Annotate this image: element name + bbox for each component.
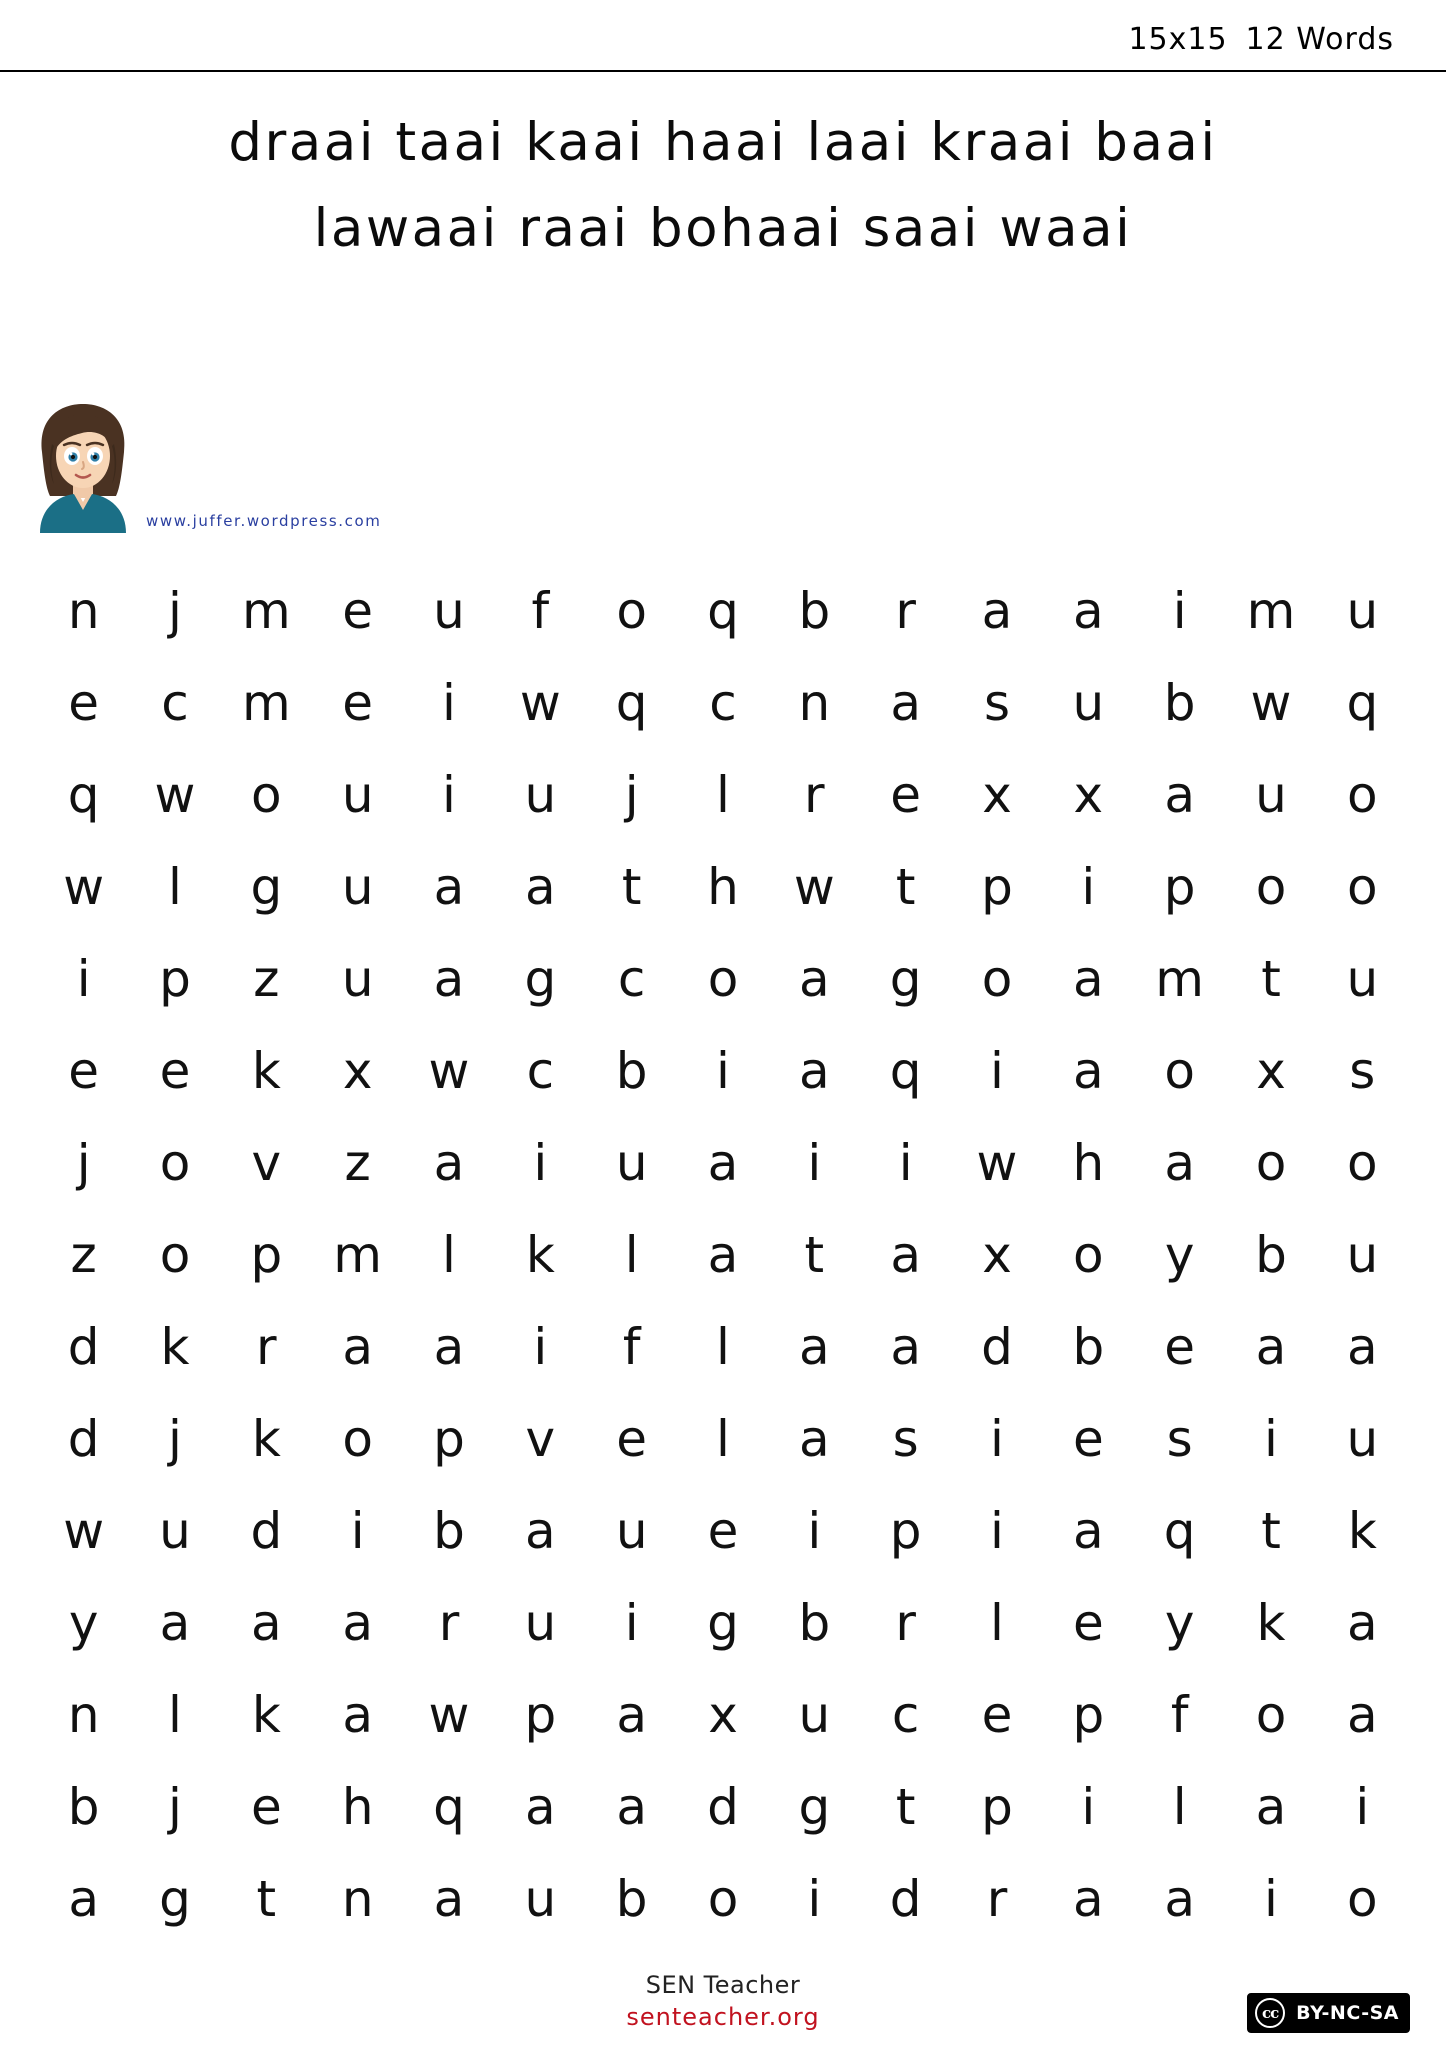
creative-commons-badge[interactable] [1247, 1993, 1410, 2033]
grid-cell[interactable]: a [68, 1870, 99, 1928]
grid-cell[interactable]: a [1073, 582, 1104, 640]
grid-cell[interactable]: e [68, 1042, 100, 1100]
grid-cell[interactable]: q [707, 582, 739, 640]
grid-cell[interactable]: z [70, 1226, 97, 1284]
grid-cell[interactable]: e [68, 674, 100, 732]
grid-cell[interactable]: p [889, 1502, 922, 1560]
grid-cell[interactable]: o [1255, 1134, 1287, 1192]
grid-cell[interactable]: b [67, 1778, 100, 1836]
grid-cell[interactable]: k [251, 1410, 281, 1468]
grid-cell[interactable]: p [524, 1686, 557, 1744]
grid-cell[interactable]: a [1347, 1594, 1378, 1652]
grid-cell[interactable]: j [168, 1778, 182, 1836]
grid-cell[interactable]: l [716, 1410, 730, 1468]
grid-cell[interactable]: e [342, 582, 374, 640]
grid-cell[interactable]: e [981, 1686, 1013, 1744]
grid-cell[interactable]: w [976, 1134, 1018, 1192]
grid-cell[interactable]: j [76, 1134, 91, 1192]
grid-cell[interactable]: a [159, 1594, 191, 1652]
grid-cell[interactable]: d [67, 1410, 100, 1468]
grid-cell[interactable]: e [1164, 1318, 1196, 1376]
grid-cell[interactable]: o [1347, 1870, 1378, 1928]
avatar [28, 400, 138, 533]
grid-cell[interactable]: b [615, 1870, 648, 1928]
grid-cell[interactable]: i [898, 1134, 913, 1192]
grid-cell[interactable]: h [1072, 1134, 1105, 1192]
word-list [60, 100, 1386, 272]
grid-cell[interactable]: u [1346, 950, 1379, 1008]
grid-cell[interactable]: l [168, 858, 182, 916]
grid-cell[interactable]: a [981, 582, 1013, 640]
grid-cell[interactable]: d [250, 1502, 283, 1560]
grid-cell[interactable]: e [1072, 1410, 1104, 1468]
grid-cell[interactable]: u [159, 1502, 191, 1560]
grid-cell[interactable]: n [67, 1686, 100, 1744]
grid-cell[interactable]: j [168, 1410, 182, 1468]
grid-cell[interactable]: u [341, 858, 374, 916]
grid-cell[interactable]: s [892, 1410, 919, 1468]
grid-cell[interactable]: c [709, 674, 737, 732]
grid-cell[interactable]: a [342, 1318, 373, 1376]
grid-cell[interactable]: b [433, 1502, 465, 1560]
cc-license-label: BY-NC-SA [1292, 1994, 1409, 2032]
grid-cell[interactable]: q [67, 766, 100, 824]
grid-cell[interactable]: q [1163, 1502, 1196, 1560]
grid-cell[interactable]: r [895, 1594, 916, 1652]
grid-cell[interactable]: i [442, 766, 456, 824]
grid-cell[interactable]: b [798, 1594, 831, 1652]
cc-circle-label: cc [1255, 1998, 1285, 2028]
cc-icon [1248, 1994, 1292, 2032]
grid-cell[interactable]: v [251, 1134, 282, 1192]
word-count-label: 12 Words [1245, 22, 1394, 57]
grid-cell[interactable]: t [804, 1226, 825, 1284]
grid-cell[interactable]: x [1073, 766, 1104, 824]
grid-cell[interactable]: a [1255, 1318, 1287, 1376]
grid-cell[interactable]: l [624, 1226, 639, 1284]
grid-cell[interactable]: o [707, 950, 739, 1008]
grid-cell[interactable]: u [524, 1870, 557, 1928]
grid-cell[interactable]: i [1081, 858, 1096, 916]
grid-cell[interactable]: u [524, 1594, 557, 1652]
grid-cell[interactable]: v [525, 1410, 556, 1468]
grid-cell[interactable]: c [526, 1042, 555, 1100]
grid-cell[interactable]: l [716, 1318, 730, 1376]
grid-cell[interactable]: i [990, 1042, 1004, 1100]
grid-cell[interactable]: a [433, 950, 465, 1008]
grid-cell[interactable]: o [981, 950, 1013, 1008]
grid-cell[interactable]: t [256, 1870, 277, 1928]
grid-cell[interactable]: i [716, 1042, 730, 1100]
grid-cell[interactable]: g [798, 1778, 831, 1836]
grid-cell[interactable]: z [253, 950, 280, 1008]
grid-cell[interactable]: s [983, 674, 1011, 732]
grid-cell[interactable]: i [1081, 1778, 1096, 1836]
grid-cell[interactable]: a [1073, 1042, 1104, 1100]
grid-cell[interactable]: w [154, 766, 196, 824]
grid-cell[interactable]: a [525, 1502, 556, 1560]
grid-cell[interactable]: a [890, 1226, 921, 1284]
grid-cell[interactable]: a [433, 1318, 465, 1376]
grid-cell[interactable]: c [891, 1686, 920, 1744]
grid-cell[interactable]: p [250, 1226, 283, 1284]
grid-cell[interactable]: f [1170, 1686, 1189, 1744]
grid-cell[interactable]: r [895, 582, 916, 640]
grid-cell[interactable]: a [799, 1318, 830, 1376]
header-meta [1128, 22, 1394, 57]
grid-cell[interactable]: a [799, 1410, 830, 1468]
grid-cell[interactable]: o [1347, 766, 1378, 824]
grid-cell[interactable]: k [251, 1042, 281, 1100]
grid-cell[interactable]: x [1256, 1042, 1286, 1100]
grid-cell[interactable]: p [981, 858, 1013, 916]
grid-cell[interactable]: q [433, 1778, 465, 1836]
grid-cell[interactable]: i [807, 1502, 822, 1560]
grid-cell[interactable]: r [256, 1318, 277, 1376]
grid-cell[interactable]: a [1255, 1778, 1287, 1836]
grid-cell[interactable]: s [1349, 1042, 1376, 1100]
grid-cell[interactable]: e [342, 674, 374, 732]
grid-cell[interactable]: i [350, 1502, 365, 1560]
grid-cell[interactable]: a [1164, 1134, 1195, 1192]
grid-cell[interactable]: q [1346, 674, 1379, 732]
grid-cell[interactable]: b [798, 582, 831, 640]
grid-cell[interactable]: i [442, 674, 456, 732]
word-search-grid[interactable] [38, 565, 1408, 1945]
grid-cell[interactable]: u [1346, 582, 1379, 640]
grid-cell[interactable]: w [793, 858, 835, 916]
grid-cell[interactable]: h [707, 858, 739, 916]
grid-cell[interactable]: a [1164, 1870, 1195, 1928]
grid-cell[interactable]: u [524, 766, 557, 824]
grid-cell[interactable]: i [1264, 1410, 1278, 1468]
grid-cell[interactable]: r [804, 766, 825, 824]
grid-cell[interactable]: n [798, 674, 831, 732]
grid-cell[interactable]: a [433, 858, 465, 916]
grid-cell[interactable]: z [344, 1134, 371, 1192]
grid-cell[interactable]: u [1072, 674, 1105, 732]
grid-cell[interactable]: u [615, 1134, 648, 1192]
grid-cell[interactable]: n [341, 1870, 374, 1928]
grid-cell[interactable]: a [616, 1778, 647, 1836]
grid-cell[interactable]: g [250, 858, 283, 916]
grid-cell[interactable]: m [241, 582, 291, 640]
grid-cell[interactable]: a [1073, 1502, 1104, 1560]
grid-cell[interactable]: e [890, 766, 922, 824]
grid-cell[interactable]: u [1346, 1226, 1379, 1284]
word-list-line-2: lawaai raai bohaai saai waai [313, 197, 1133, 259]
grid-cell[interactable]: t [621, 858, 642, 916]
grid-cell[interactable]: o [1164, 1042, 1195, 1100]
grid-cell[interactable]: i [990, 1410, 1004, 1468]
grid-cell[interactable]: d [889, 1870, 922, 1928]
grid-cell[interactable]: u [433, 582, 465, 640]
grid-cell[interactable]: e [707, 1502, 739, 1560]
grid-cell[interactable]: o [1255, 1686, 1287, 1744]
grid-cell[interactable]: g [707, 1594, 739, 1652]
grid-cell[interactable]: d [981, 1318, 1013, 1376]
grid-cell[interactable]: u [1346, 1410, 1379, 1468]
grid-cell[interactable]: k [251, 1686, 281, 1744]
grid-cell[interactable]: l [442, 1226, 456, 1284]
grid-cell[interactable]: a [707, 1226, 739, 1284]
grid-cell[interactable]: a [433, 1870, 465, 1928]
grid-cell[interactable]: y [1164, 1594, 1195, 1652]
grid-cell[interactable]: c [161, 674, 189, 732]
grid-cell[interactable]: t [895, 1778, 916, 1836]
grid-cell[interactable]: u [341, 950, 374, 1008]
word-list-line-1: draai taai kaai haai laai kraai baai [228, 112, 1218, 173]
grid-cell[interactable]: a [342, 1594, 373, 1652]
grid-cell[interactable]: a [890, 674, 921, 732]
grid-cell[interactable]: r [986, 1870, 1008, 1928]
grid-cell[interactable]: e [1072, 1594, 1104, 1652]
grid-cell[interactable]: g [159, 1870, 191, 1928]
grid-cell[interactable]: k [1256, 1594, 1286, 1652]
grid-cell[interactable]: a [1073, 1870, 1104, 1928]
grid-cell[interactable]: x [982, 1226, 1012, 1284]
grid-cell[interactable]: l [716, 766, 730, 824]
grid-cell[interactable]: f [622, 1318, 641, 1376]
grid-cell[interactable]: i [1172, 582, 1187, 640]
grid-cell[interactable]: i [624, 1594, 639, 1652]
grid-cell[interactable]: y [1164, 1226, 1195, 1284]
grid-cell[interactable]: a [251, 1594, 282, 1652]
grid-cell[interactable]: k [525, 1226, 555, 1284]
grid-cell[interactable]: h [341, 1778, 374, 1836]
grid-cell[interactable]: l [1172, 1778, 1187, 1836]
grid-cell[interactable]: d [67, 1318, 100, 1376]
grid-cell[interactable]: x [708, 1686, 738, 1744]
header-divider [0, 70, 1446, 72]
grid-cell[interactable]: a [525, 858, 556, 916]
grid-cell[interactable]: w [1250, 674, 1292, 732]
grid-cell[interactable]: t [1261, 950, 1281, 1008]
grid-cell[interactable]: b [1163, 674, 1196, 732]
grid-cell[interactable]: f [531, 582, 550, 640]
grid-cell[interactable]: i [990, 1502, 1004, 1560]
grid-cell[interactable]: b [615, 1042, 648, 1100]
grid-cell[interactable]: o [1347, 1134, 1378, 1192]
grid-cell[interactable]: g [889, 950, 922, 1008]
grid-cell[interactable]: m [333, 1226, 383, 1284]
grid-cell[interactable]: a [433, 1134, 465, 1192]
grid-cell[interactable]: n [67, 582, 100, 640]
grid-cell[interactable]: a [799, 950, 830, 1008]
grid-cell[interactable]: e [159, 1042, 191, 1100]
grid-cell[interactable]: l [990, 1594, 1004, 1652]
grid-cell[interactable]: r [438, 1594, 460, 1652]
grid-cell[interactable]: a [707, 1134, 739, 1192]
grid-cell[interactable]: b [1072, 1318, 1105, 1376]
grid-cell[interactable]: p [1072, 1686, 1105, 1744]
grid-cell[interactable]: w [63, 858, 105, 916]
grid-cell[interactable]: a [799, 1042, 830, 1100]
grid-cell[interactable]: x [342, 1042, 373, 1100]
grid-cell[interactable]: j [168, 582, 182, 640]
footer-url[interactable]: senteacher.org [626, 2003, 820, 2031]
grid-cell[interactable]: a [616, 1686, 647, 1744]
grid-cell[interactable]: o [159, 1134, 191, 1192]
grid-cell[interactable]: i [807, 1870, 822, 1928]
grid-cell[interactable]: y [68, 1594, 99, 1652]
grid-cell[interactable]: p [159, 950, 191, 1008]
grid-cell[interactable]: e [616, 1410, 648, 1468]
grid-cell[interactable]: u [798, 1686, 831, 1744]
grid-cell[interactable]: k [160, 1318, 190, 1376]
grid-cell[interactable]: o [1073, 1226, 1104, 1284]
grid-cell[interactable]: m [1155, 950, 1205, 1008]
footer-brand: SEN Teacher [645, 1971, 801, 1999]
grid-cell[interactable]: i [533, 1318, 548, 1376]
grid-cell[interactable]: m [1246, 582, 1296, 640]
grid-cell[interactable]: j [624, 766, 639, 824]
grid-cell[interactable]: p [433, 1410, 465, 1468]
grid-cell[interactable]: o [707, 1870, 739, 1928]
grid-cell[interactable]: i [1264, 1870, 1278, 1928]
grid-cell[interactable]: a [342, 1686, 373, 1744]
grid-cell[interactable]: u [341, 766, 374, 824]
grid-cell[interactable]: l [168, 1686, 182, 1744]
grid-cell[interactable]: w [428, 1042, 470, 1100]
grid-cell[interactable]: x [982, 766, 1012, 824]
grid-cell[interactable]: o [251, 766, 282, 824]
grid-cell[interactable]: t [1261, 1502, 1281, 1560]
grid-cell[interactable]: a [1347, 1318, 1378, 1376]
grid-cell[interactable]: t [895, 858, 916, 916]
grid-cell[interactable]: i [533, 1134, 548, 1192]
grid-cell[interactable]: b [1255, 1226, 1287, 1284]
grid-cell[interactable]: q [889, 1042, 922, 1100]
grid-cell[interactable]: p [981, 1778, 1013, 1836]
grid-cell[interactable]: i [1355, 1778, 1370, 1836]
footer [0, 1971, 1446, 2031]
grid-cell[interactable]: w [428, 1686, 470, 1744]
grid-cell[interactable]: a [1164, 766, 1195, 824]
grid-cell[interactable]: i [807, 1134, 822, 1192]
grid-cell[interactable]: c [617, 950, 646, 1008]
grid-cell[interactable]: o [1255, 858, 1287, 916]
grid-cell[interactable]: p [1163, 858, 1196, 916]
grid-cell[interactable]: a [890, 1318, 921, 1376]
grid-cell[interactable]: o [616, 582, 647, 640]
grid-cell[interactable]: o [159, 1226, 191, 1284]
grid-cell[interactable]: q [615, 674, 648, 732]
grid-cell[interactable]: s [1166, 1410, 1193, 1468]
grid-cell[interactable]: m [241, 674, 291, 732]
grid-cell[interactable]: k [1347, 1502, 1377, 1560]
grid-cell[interactable]: w [519, 674, 561, 732]
grid-cell[interactable]: u [1255, 766, 1287, 824]
grid-cell[interactable]: e [250, 1778, 282, 1836]
credit-block [28, 400, 382, 540]
grid-cell[interactable]: u [615, 1502, 648, 1560]
credit-website: www.juffer.wordpress.com [146, 512, 382, 530]
grid-cell[interactable]: i [76, 950, 91, 1008]
grid-cell[interactable]: w [63, 1502, 105, 1560]
grid-size-label: 15x15 [1128, 22, 1228, 57]
grid-cell[interactable]: g [524, 950, 557, 1008]
grid-cell[interactable]: o [342, 1410, 373, 1468]
grid-cell[interactable]: a [1347, 1686, 1378, 1744]
grid-cell[interactable]: d [707, 1778, 739, 1836]
grid-cell[interactable]: o [1347, 858, 1378, 916]
grid-cell[interactable]: a [525, 1778, 556, 1836]
grid-cell[interactable]: a [1073, 950, 1104, 1008]
